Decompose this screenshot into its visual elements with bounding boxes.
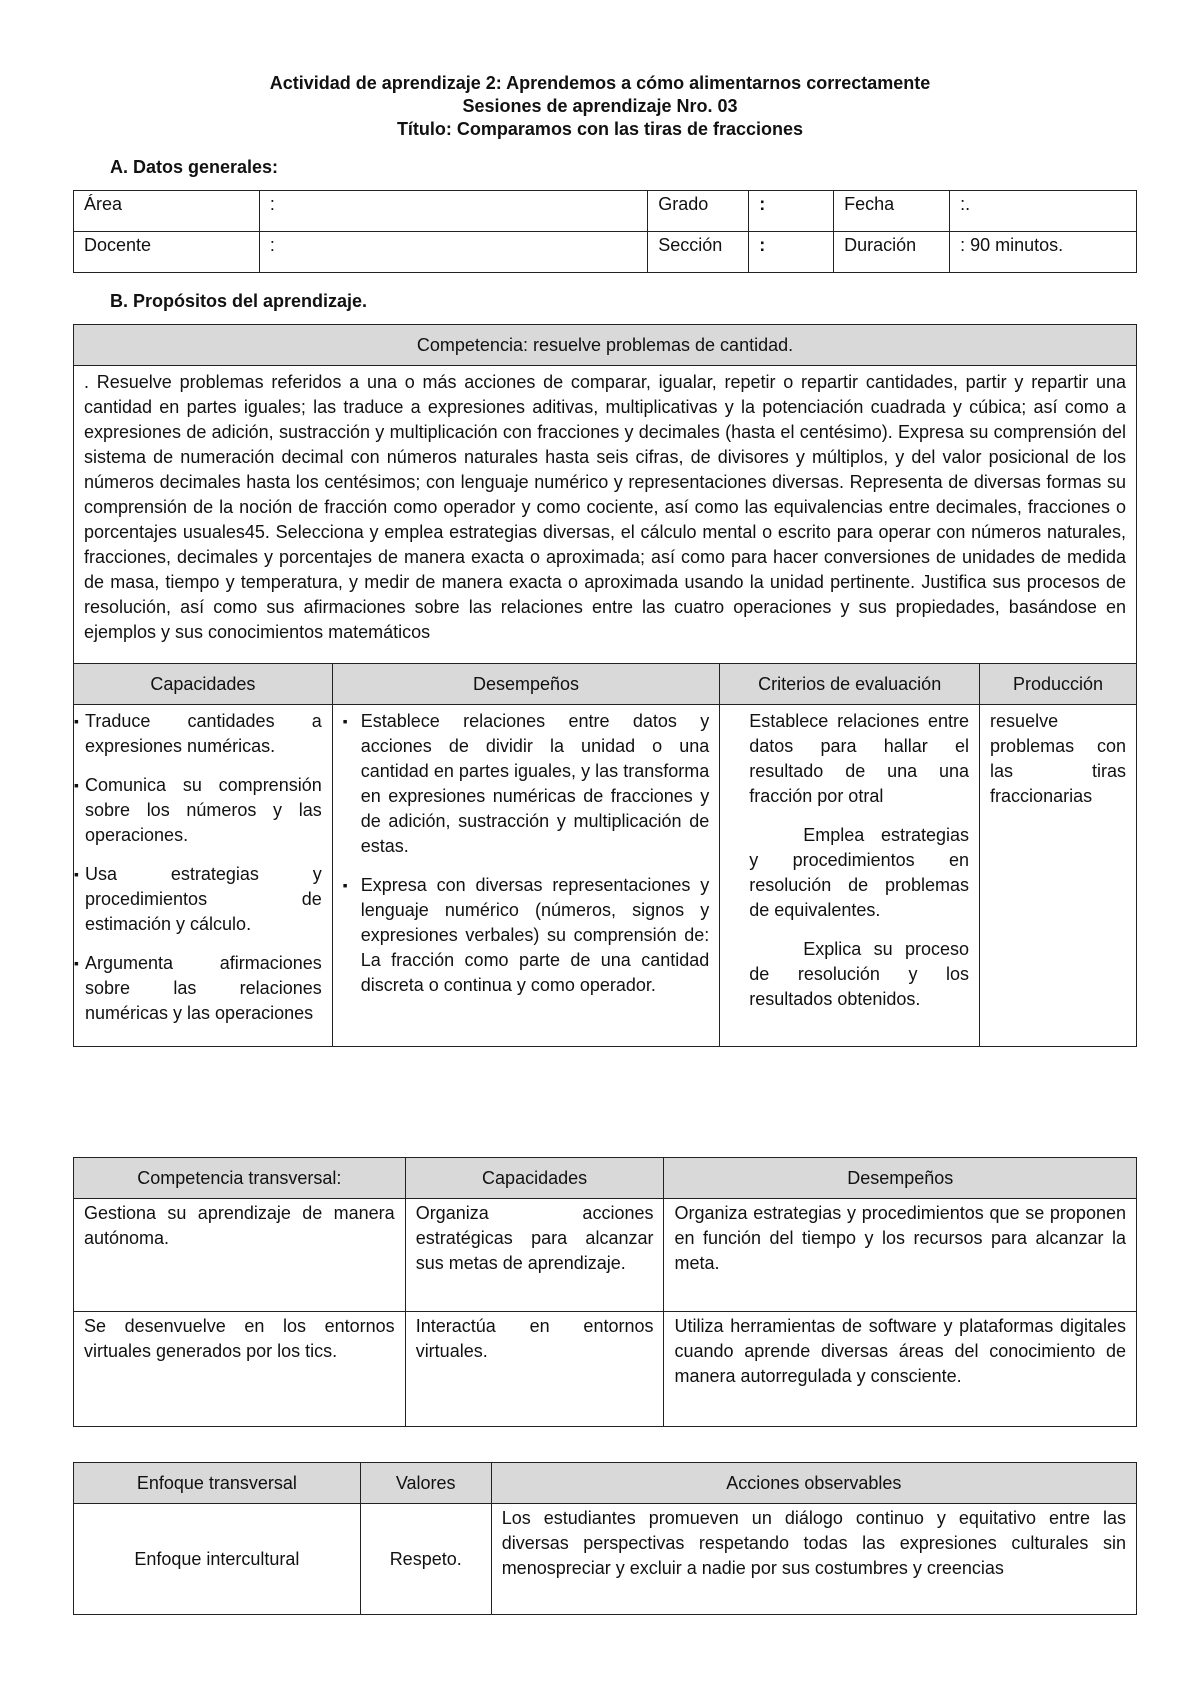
acciones-cell: Los estudiantes promueven un diálogo continuo y equitativo entre las diversas perspectivas respetando todas las expresiones culturales sin menospreciar y excluir a nadie por sus costumbres y creencias	[491, 1504, 1136, 1615]
table-row	[74, 191, 1137, 232]
desempeno-cell: Utiliza herramientas de software y plataformas digitales cuando aprende diversas áreas del conocimiento de manera autorregulada y consciente.	[664, 1312, 1137, 1427]
col-header-valores: Valores	[360, 1463, 491, 1504]
competencia-cell: Se desenvuelve en los entornos virtuales generados por los tics.	[74, 1312, 406, 1427]
general-data-table	[73, 190, 1137, 273]
col-header-criterios: Criterios de evaluación	[720, 664, 980, 705]
table-row	[74, 1199, 1137, 1312]
col-header-competencia-transversal: Competencia transversal:	[74, 1158, 406, 1199]
table-row	[74, 232, 1137, 273]
grado-value: :	[749, 191, 834, 232]
col-header-desempenos: Desempeños	[332, 664, 720, 705]
table-row	[74, 1463, 1137, 1504]
competencia-description: . Resuelve problemas referidos a una o más acciones de comparar, igualar, repetir o repartir cantidades, partir y repartir una cantidad en partes iguales; las traduce a expresiones aditivas, multiplicativas y la potenciación cuadrada y cúbica; así como a expresiones de adición, sustracción y multiplicación con fracciones y decimales (hasta el centésimo). Expresa su comprensión del sistema de numeración decimal con números naturales hasta seis cifras, de divisores y múltiplos, y del valor posicional de los números decimales hasta los centésimos; con lenguaje numérico y representaciones diversas. Representa de diversas formas su comprensión de la noción de fracción como operador y como cociente, así como las equivalencias entre decimales, fracciones o porcentajes usuales45. Selecciona y emplea estrategias diversas, el cálculo mental o escrito para operar con números naturales, fracciones, decimales y porcentajes de manera exacta o aproximada; así como para hacer conversiones de unidades de medida de masa, tiempo y temperatura, y medir de manera exacta o aproximada usando la unidad pertinente. Justifica sus procesos de resolución, así como sus afirmaciones sobre las relaciones entre las cuatro operaciones y sus propiedades, basándose en ejemplos y sus conocimientos matemáticos	[74, 366, 1137, 664]
grado-label: Grado	[648, 191, 749, 232]
docente-value: :	[259, 232, 647, 273]
competencia-cell: Gestiona su aprendizaje de manera autónoma.	[74, 1199, 406, 1312]
docente-label: Docente	[74, 232, 260, 273]
capacidad-cell: Interactúa en entornos virtuales.	[405, 1312, 664, 1427]
table-row	[74, 705, 1137, 1047]
seccion-value: :	[749, 232, 834, 273]
col-header-desempenos: Desempeños	[664, 1158, 1137, 1199]
capacidades-cell	[74, 705, 333, 1047]
area-value: :	[259, 191, 647, 232]
col-header-capacidades: Capacidades	[405, 1158, 664, 1199]
criterios-cell	[720, 705, 980, 1047]
table-row	[74, 1312, 1137, 1427]
enfoque-cell: Enfoque intercultural	[74, 1504, 361, 1615]
produccion-cell: resuelve problemas con las tiras fraccionarias	[980, 705, 1137, 1047]
list-item: ▪ Comunica su comprensión sobre los números y las operaciones.	[85, 773, 322, 848]
table-row	[74, 664, 1137, 705]
desempenos-cell	[332, 705, 720, 1047]
transversal-approach-table	[73, 1462, 1137, 1615]
desempeno-cell: Organiza estrategias y procedimientos que se proponen en función del tiempo y los recursos para alcanzar la meta.	[664, 1199, 1137, 1312]
col-header-enfoque: Enfoque transversal	[74, 1463, 361, 1504]
page-title: Título: Comparamos con las tiras de fracciones	[396, 119, 804, 139]
seccion-label: Sección	[648, 232, 749, 273]
desempenos-list	[343, 709, 710, 998]
area-label: Área	[74, 191, 260, 232]
duracion-value: : 90 minutos.	[950, 232, 1137, 273]
section-a-heading: A. Datos generales:	[110, 157, 279, 177]
col-header-produccion: Producción	[980, 664, 1137, 705]
title-block	[0, 72, 1200, 141]
transversal-competence-table	[73, 1157, 1137, 1427]
fecha-value: :.	[950, 191, 1137, 232]
list-item: ▪ Traduce cantidades a expresiones numéricas.	[85, 709, 322, 759]
section-b-heading: B. Propósitos del aprendizaje.	[110, 291, 368, 311]
col-header-acciones: Acciones observables	[491, 1463, 1136, 1504]
competencia-header: Competencia: resuelve problemas de cantidad.	[74, 325, 1137, 366]
criterio-item: Establece relaciones entre datos para hallar el resultado de una una fracción por otral	[749, 711, 970, 806]
capacidades-list	[85, 709, 322, 1026]
table-row	[74, 1158, 1137, 1199]
criterio-item: Emplea estrategias y procedimientos en resolución de problemas de equivalentes.	[749, 825, 970, 920]
table-row	[74, 366, 1137, 664]
criterio-item: Explica su proceso de resolución y los resultados obtenidos.	[749, 939, 970, 1009]
col-header-capacidades: Capacidades	[74, 664, 333, 705]
session-title: Sesiones de aprendizaje Nro. 03	[462, 96, 738, 116]
capacidad-cell: Organiza acciones estratégicas para alcanzar sus metas de aprendizaje.	[405, 1199, 664, 1312]
activity-title: Actividad de aprendizaje 2: Aprendemos a cómo alimentarnos correctamente	[269, 73, 931, 93]
fecha-label: Fecha	[834, 191, 950, 232]
duracion-label: Duración	[834, 232, 950, 273]
list-item: ▪ Establece relaciones entre datos y acciones de dividir la unidad o una cantidad en partes iguales, y las transforma en expresiones numéricas de fracciones y de adición, sustracción y multiplicación de estas.	[343, 709, 710, 859]
list-item: ▪ Usa estrategias y procedimientos de estimación y cálculo.	[85, 862, 322, 937]
table-row	[74, 1504, 1137, 1615]
list-item: ▪ Expresa con diversas representaciones y lenguaje numérico (números, signos y expresiones verbales) su comprensión de: La fracción como parte de una cantidad discreta o continua y como operador.	[343, 873, 710, 998]
table-row	[74, 325, 1137, 366]
list-item: ▪ Argumenta afirmaciones sobre las relaciones numéricas y las operaciones	[85, 951, 322, 1026]
valor-cell: Respeto.	[360, 1504, 491, 1615]
learning-purposes-table	[73, 324, 1137, 1047]
